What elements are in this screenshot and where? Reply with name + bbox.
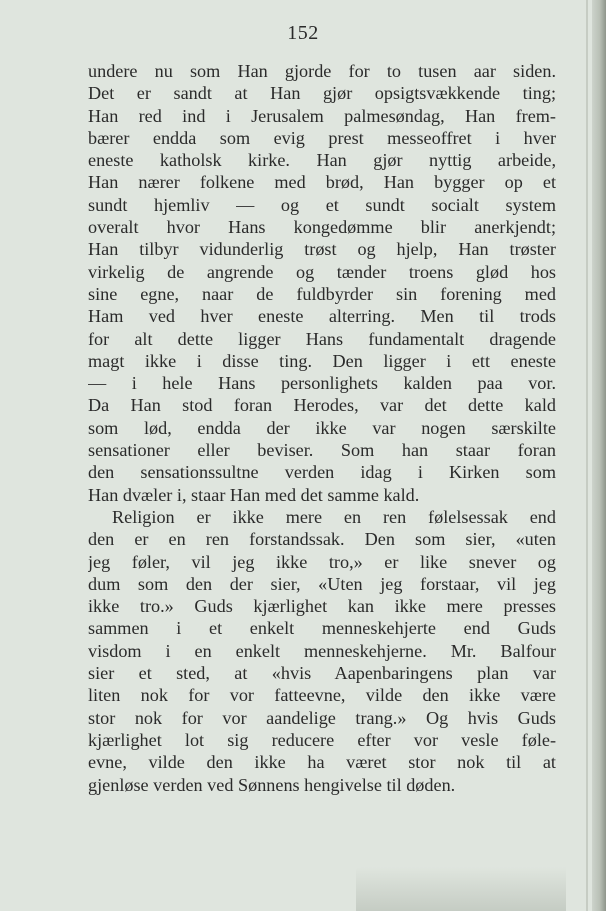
text-line: sundt hjemliv — og et sundt socialt system — [88, 194, 556, 215]
text-line: Han red ind i Jerusalem palmesøndag, Han frem- — [88, 105, 556, 126]
text-line: sine egne, naar de fuldbyrder sin forening med — [88, 283, 556, 304]
text-line: jeg føler, vil jeg ikke tro,» er like snever og — [88, 551, 556, 572]
text-line: som lød, endda der ikke var nogen særskilte — [88, 417, 556, 438]
page-edge-line — [586, 0, 588, 911]
text-line: visdom i en enkelt menneskehjerne. Mr. Balfour — [88, 640, 556, 661]
text-line: gjenløse verden ved Sønnens hengivelse til døden. — [88, 774, 456, 795]
text-line: overalt hvor Hans kongedømme blir anerkjendt; — [88, 217, 556, 238]
text-line: Religion er ikke mere en ren følelsessak end — [112, 506, 556, 527]
text-line: undere nu som Han gjorde for to tusen aar siden. — [88, 61, 556, 81]
text-line: Han tilbyr vidunderlig trøst og hjelp, Han trøster — [88, 239, 556, 260]
text-line: den er en ren forstandssak. Den som sier, «uten — [88, 529, 556, 550]
text-line: sensationer eller beviser. Som han staar foran — [88, 440, 556, 461]
body-text — [88, 60, 556, 796]
text-line: — i hele Hans personlighets kalden paa vor. — [88, 373, 556, 394]
text-line: Det er sandt at Han gjør opsigtsvækkende ting; — [88, 83, 556, 104]
text-line: evne, vilde den ikke ha været stor nok til at — [88, 752, 556, 773]
page-number: 152 — [287, 22, 319, 44]
text-line: den sensationssultne verden idag i Kirken som — [88, 462, 556, 483]
text-line: virkelig de angrende og tænder troens glød hos — [88, 261, 556, 282]
text-line: Da Han stod foran Herodes, var det dette kald — [88, 395, 556, 416]
text-line: ikke tro.» Guds kjærlighet kan ikke mere presses — [88, 596, 556, 617]
text-line: bærer endda som evig prest messeoffret i hver — [88, 127, 556, 148]
text-line: Han nærer folkene med brød, Han bygger op et — [88, 172, 556, 193]
text-line: Han dvæler i, staar Han med det samme kald. — [88, 484, 420, 505]
page-edge-shadow — [592, 0, 606, 911]
text-line: sier et sted, at «hvis Aapenbaringens plan var — [88, 663, 556, 684]
text-line: liten nok for vor fatteevne, vilde den ikke være — [88, 685, 556, 706]
text-line: eneste katholsk kirke. Han gjør nyttig arbeide, — [88, 150, 556, 171]
text-line: Ham ved hver eneste alterring. Men til trods — [88, 306, 556, 327]
text-line: magt ikke i disse ting. Den ligger i ett eneste — [88, 350, 556, 371]
bottom-shadow — [356, 867, 566, 911]
text-line: for alt dette ligger Hans fundamentalt dragende — [88, 328, 556, 349]
text-line: stor nok for vor aandelige trang.» Og hvis Guds — [88, 707, 556, 728]
text-line: sammen i et enkelt menneskehjerte end Guds — [88, 618, 556, 639]
text-line: dum som den der sier, «Uten jeg forstaar, vil jeg — [88, 573, 556, 594]
text-line: kjærlighet lot sig reducere efter vor vesle føle- — [88, 729, 556, 750]
